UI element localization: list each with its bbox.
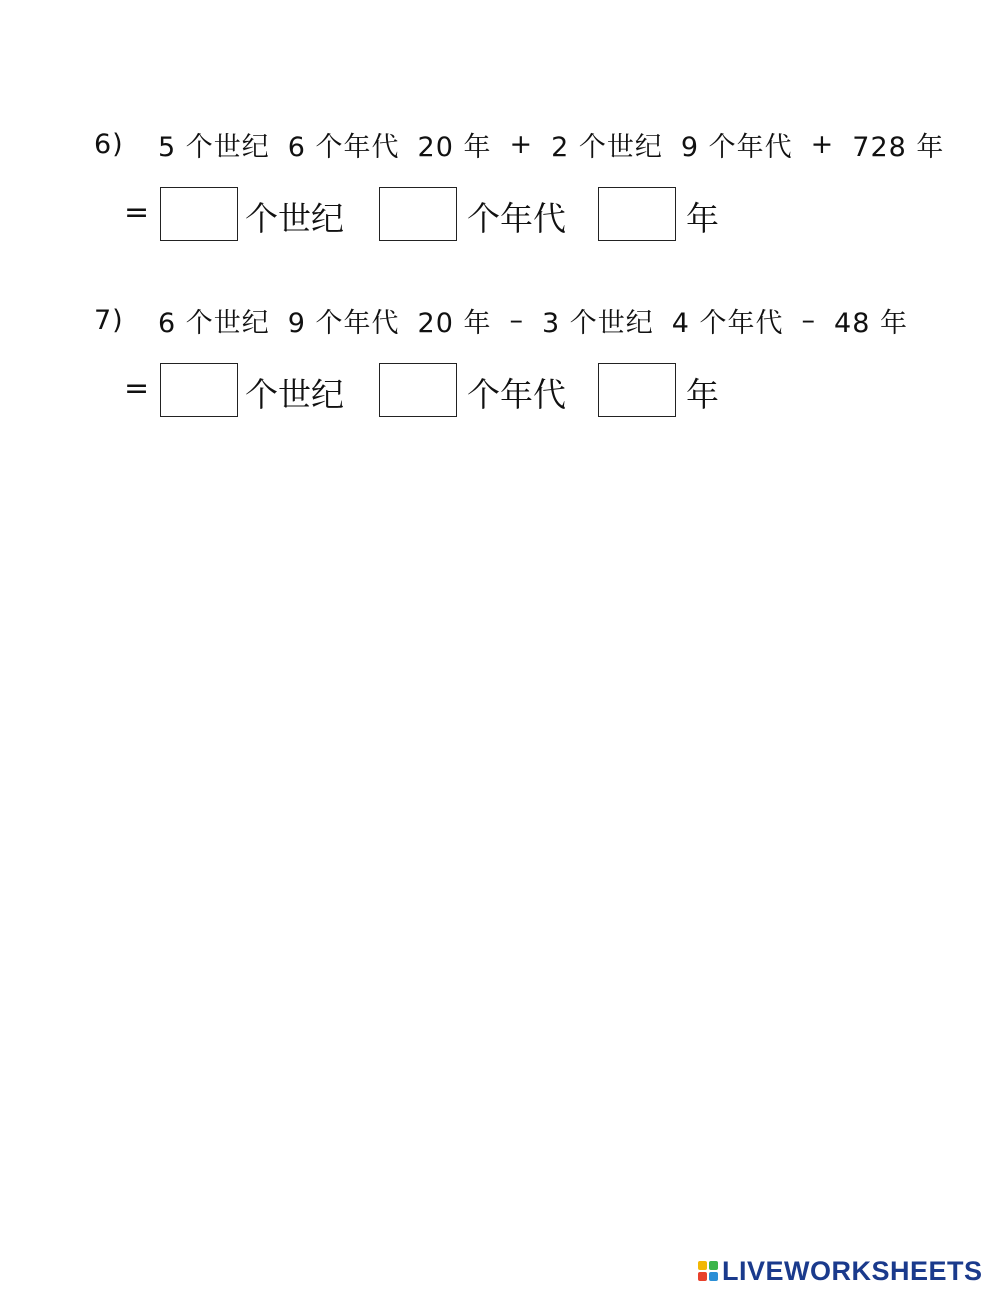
expression-term: 48 年: [834, 307, 908, 339]
plus-operator: +: [509, 128, 534, 160]
question-number: 7): [94, 304, 124, 336]
centuries-answer-box[interactable]: [160, 363, 238, 417]
equals-sign: =: [124, 195, 150, 230]
decades-answer-box[interactable]: [379, 187, 457, 241]
expression-term: 9 个年代: [287, 307, 400, 339]
expression-term: 20 年: [417, 307, 492, 339]
decades-unit-label: 个年代: [467, 375, 566, 414]
expression-term: 2 个世纪: [551, 131, 663, 163]
expression-term: 5 个世纪: [158, 131, 270, 163]
minus-operator: –: [801, 304, 817, 336]
decades-unit-label: 个年代: [467, 199, 566, 238]
years-answer-box[interactable]: [598, 187, 676, 241]
expression-term: 6 个年代: [287, 131, 400, 163]
liveworksheets-logo: [698, 1256, 983, 1286]
minus-operator: –: [509, 304, 524, 336]
expression-term: 20 年: [417, 131, 492, 163]
expression-term: 3 个世纪: [541, 307, 654, 339]
expression-term: 4 个年代: [671, 307, 784, 339]
logo-text: LIVEWORKSHEETS: [722, 1255, 983, 1286]
question-number: 6): [94, 128, 124, 160]
years-unit-label: 年: [686, 375, 719, 414]
plus-operator: +: [810, 128, 835, 160]
decades-answer-box[interactable]: [379, 363, 457, 417]
liveworksheets-logo-icon: [698, 1261, 718, 1281]
question-7-answer-row: [0, 363, 1000, 419]
expression-term: 9 个年代: [680, 131, 793, 163]
logo-square-3: [698, 1272, 707, 1281]
question-6-answer-row: [0, 187, 1000, 243]
years-unit-label: 年: [686, 199, 719, 238]
years-answer-box[interactable]: [598, 363, 676, 417]
logo-square-4: [709, 1272, 718, 1281]
centuries-unit-label: 个世纪: [245, 375, 344, 414]
question-7-expression: [94, 300, 926, 340]
question-6-expression: [94, 124, 962, 164]
centuries-unit-label: 个世纪: [245, 199, 344, 238]
centuries-answer-box[interactable]: [160, 187, 238, 241]
equals-sign: =: [124, 371, 150, 406]
expression-term: 6 个世纪: [158, 307, 270, 339]
expression-term: 728 年: [852, 131, 945, 163]
logo-square-2: [709, 1261, 718, 1270]
logo-square-1: [698, 1261, 707, 1270]
